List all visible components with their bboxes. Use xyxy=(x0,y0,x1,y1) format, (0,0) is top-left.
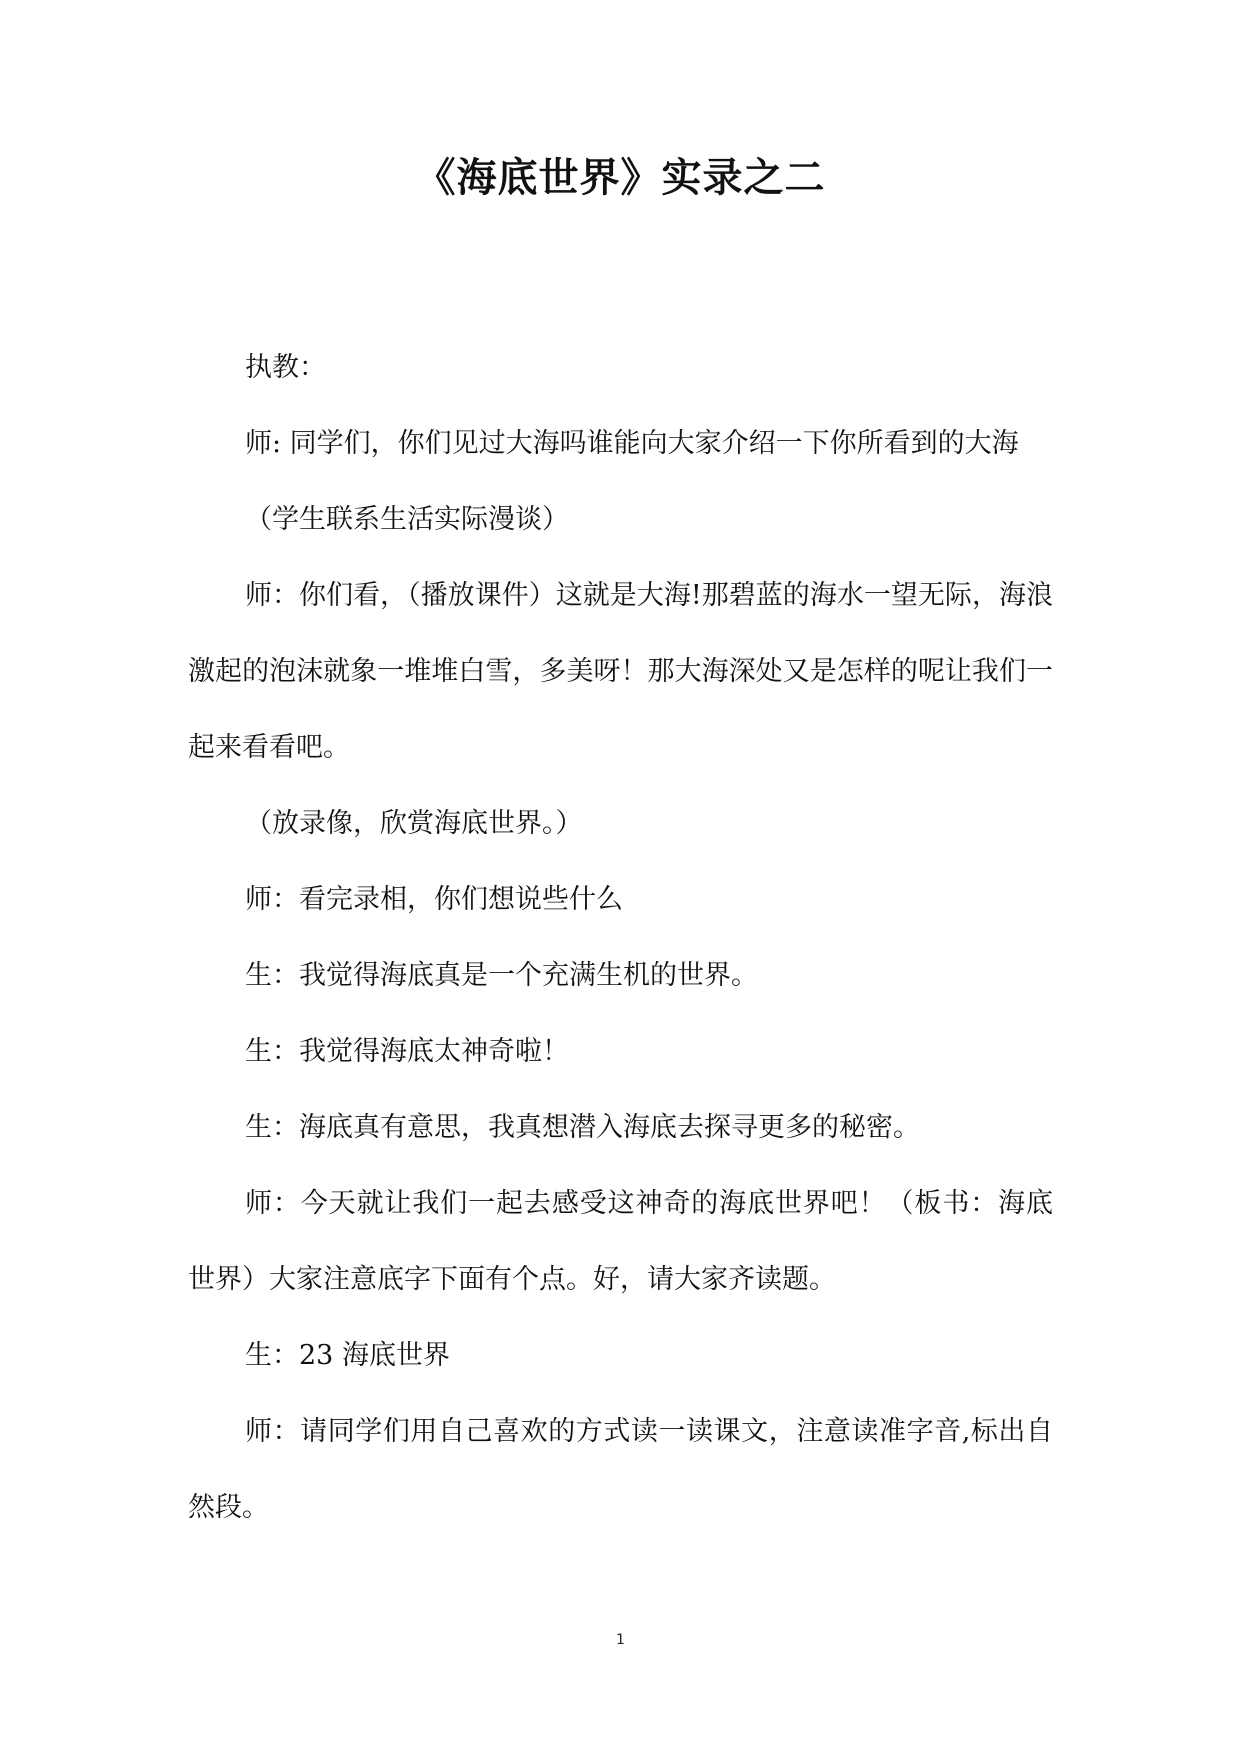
paragraph: 师：看完录相，你们想说些什么 xyxy=(245,884,623,915)
paragraph: 生：海底真有意思，我真想潜入海底去探寻更多的秘密。 xyxy=(245,1112,920,1143)
paragraph: （放录像，欣赏海底世界。） xyxy=(245,808,583,839)
paragraph: 师：今天就让我们一起去感受这神奇的海底世界吧！（板书：海底世界）大家注意底字下面有个点。好，请大家齐读题。 xyxy=(188,1188,1053,1295)
paragraph: 生：23 海底世界 xyxy=(245,1340,450,1371)
paragraph: 执教： xyxy=(245,352,326,383)
paragraph: 师：请同学们用自己喜欢的方式读一读课文，注意读准字音,标出自然段。 xyxy=(188,1416,1053,1523)
paragraph: 师：你们看，（播放课件）这就是大海!那碧蓝的海水一望无际，海浪激起的泡沫就象一堆堆白雪，多美呀！那大海深处又是怎样的呢让我们一起来看看吧。 xyxy=(188,580,1053,763)
paragraph: 师: 同学们，你们见过大海吗谁能向大家介绍一下你所看到的大海 xyxy=(245,428,1019,459)
document-body xyxy=(188,330,1053,1546)
document-title: 《海底世界》实录之二 xyxy=(415,154,826,201)
paragraph: 生：我觉得海底真是一个充满生机的世界。 xyxy=(245,960,758,991)
paragraph: （学生联系生活实际漫谈） xyxy=(245,504,569,535)
page-number: 1 xyxy=(616,1632,625,1648)
paragraph: 生：我觉得海底太神奇啦！ xyxy=(245,1036,569,1067)
